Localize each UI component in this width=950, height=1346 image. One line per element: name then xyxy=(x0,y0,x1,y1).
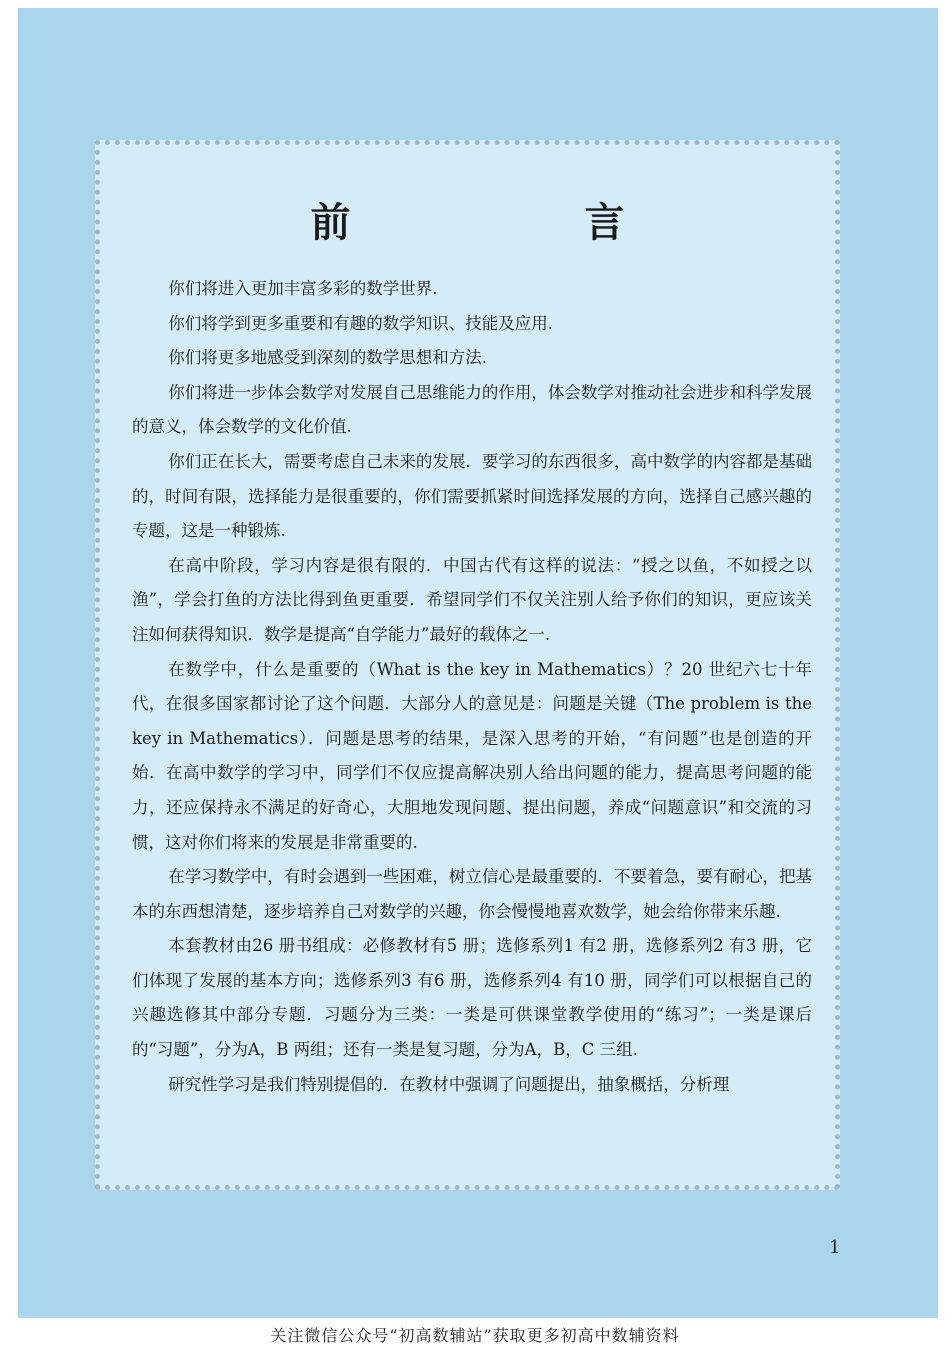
paragraph: 你们将学到更多重要和有趣的数学知识、技能及应用. xyxy=(168,313,554,333)
paragraph: 研究性学习是我们特别提倡的．在教材中强调了问题提出，抽象概括，分析理 xyxy=(168,1074,730,1094)
page-title: 前 言 xyxy=(310,200,735,246)
footer-note: 关注微信公众号“初高数辅站”获取更多初高中数辅资料 xyxy=(270,1326,680,1345)
paragraph: 你们将更多地感受到深刻的数学思想和方法. xyxy=(168,348,488,368)
paragraph: 你们将进一步体会数学对发展自己思维能力的作用，体会数学对推动社会进步和科学发展的意义，体会数学的文化价值. xyxy=(132,382,812,437)
page-number: 1 xyxy=(829,1237,841,1258)
body-text xyxy=(132,272,812,1102)
paragraph: 在学习数学中，有时会遇到一些困难，树立信心是最重要的．不要着急，要有耐心，把基本的东西想清楚，逐步培养自己对数学的兴趣，你会慢慢地喜欢数学，她会给你带来乐趣. xyxy=(132,867,812,921)
paragraph: 你们正在长大，需要考虑自己未来的发展．要学习的东西很多，高中数学的内容都是基础的，时间有限，选择能力是很重要的，你们需要抓紧时间选择发展的方向，选择自己感兴趣的专题，这是一种锻炼. xyxy=(132,451,812,541)
paragraph: 在数学中，什么是重要的（What is the key in Mathematics）？20 世纪六七十年代，在很多国家都讨论了这个问题．大部分人的意见是：问题是关键（The problem is the key in Mathematics）．问题是思考的结果，是深入思考的开始，“有问题”也是创造的开始．在高中数学的学习中，同学们不仅应提高解决别人给出问题的能力，提高思考问题的能力，还应保持永不满足的好奇心，大胆地发现问题、提出问题，养成“问题意识”和交流的习惯，这对你们将来的发展是非常重要的. xyxy=(132,659,812,852)
paragraph: 本套教材由26 册书组成：必修教材有5 册；选修系列1 有2 册，选修系列2 有3 册，它们体现了发展的基本方向；选修系列3 有6 册，选修系列4 有10 册，同学们可以根据自己的兴趣选修其中部分专题．习题分为三类：一类是可供课堂教学使用的“练习”；一类是课后的“习题”，分为A，B 两组；还有一类是复习题，分为A，B，C 三组. xyxy=(132,936,812,1060)
paragraph: 在高中阶段，学习内容是很有限的．中国古代有这样的说法：“授之以鱼，不如授之以渔”，学会打鱼的方法比得到鱼更重要．希望同学们不仅关注别人给予你们的知识，更应该关注如何获得知识．数学是提高“自学能力”最好的载体之一. xyxy=(132,555,812,644)
paragraph: 你们将进入更加丰富多彩的数学世界. xyxy=(168,279,438,298)
